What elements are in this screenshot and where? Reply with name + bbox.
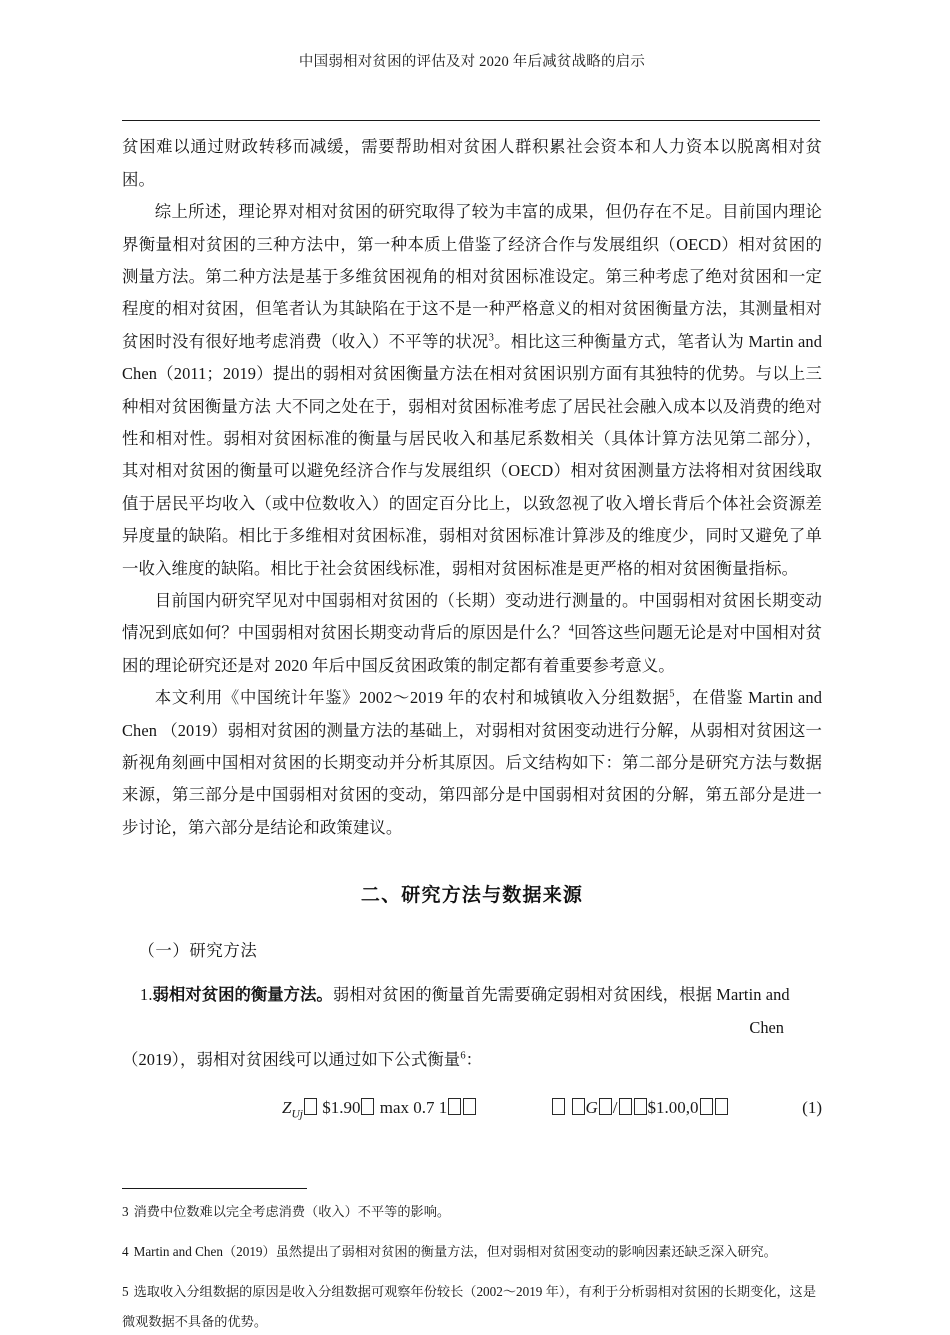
missing-glyph-box xyxy=(715,1098,728,1115)
footnote-ref-3: 3 xyxy=(488,332,494,344)
footnote-ref-6: 6 xyxy=(460,1050,466,1062)
item-number: 1. xyxy=(140,985,153,1005)
footnote-ref-5: 5 xyxy=(669,688,675,700)
paragraph-paper-structure xyxy=(122,682,822,844)
item-bold-lead: 弱相对贫困的衡量方法。 xyxy=(152,985,333,1005)
missing-glyph-box xyxy=(599,1098,612,1115)
formula-intro-part-a: （2019），弱相对贫困线可以通过如下公式衡量 xyxy=(122,1050,461,1070)
missing-glyph-box xyxy=(700,1098,713,1115)
footnote-separator-rule xyxy=(122,1188,307,1189)
equation-segment-1: $1.90 xyxy=(317,1098,361,1118)
equation-1 xyxy=(122,1098,822,1132)
equation-number: (1) xyxy=(802,1098,822,1118)
paragraph-summary-part-a: 综上所述，理论界对相对贫困的研究取得了较为丰富的成果，但仍存在不足。目前国内理论界衡量相对贫困的三种方法中，第一种本质上借鉴了经济合作与发展组织（OECD）相对贫困的测量方法。第二种方法是基于多维贫困视角的相对贫困标准设定。第三种考虑了绝对贫困和一定程度的相对贫困，但笔者认为其缺陷在于这不是一种严格意义的相对贫困衡量方法，其测量相对贫困时没有很好地考虑消费（收入）不平等的状况 xyxy=(122,202,822,351)
footnote-5-number: 5 xyxy=(122,1284,129,1300)
paragraph-research-gap-part-b: 回答这些问题无论是对中国相对贫困的理论研究还是对 2020 年后中国反贫困政策的制定都有着重要参考意义。 xyxy=(122,623,823,675)
missing-glyph-box xyxy=(448,1098,461,1115)
missing-glyph-box xyxy=(304,1098,317,1115)
footnote-3-number: 3 xyxy=(122,1204,129,1220)
footnote-3 xyxy=(122,1199,822,1225)
equation-segment-3: / xyxy=(612,1098,618,1118)
footnote-4-number: 4 xyxy=(122,1244,129,1260)
equation-lhs-subscript: Uj xyxy=(291,1108,303,1121)
missing-glyph-box xyxy=(572,1098,585,1115)
footnote-3-text: 消费中位数难以完全考虑消费（收入）不平等的影响。 xyxy=(133,1204,451,1220)
missing-glyph-box xyxy=(463,1098,476,1115)
paragraph-paper-structure-part-a: 本文利用《中国统计年鉴》2002～2019 年的农村和城镇收入分组数据 xyxy=(154,688,670,708)
equation-body xyxy=(282,1098,729,1121)
missing-glyph-box xyxy=(361,1098,374,1115)
paragraph-research-gap xyxy=(122,585,822,682)
equation-segment-2: max 0.7 1 xyxy=(375,1098,448,1118)
equation-lhs-variable: Z xyxy=(282,1098,292,1118)
paragraph-summary-part-b: 。相比这三种衡量方式，笔者认为 Martin and Chen（2011；2019）提出的弱相对贫困衡量方法在相对贫困识别方面有其独特的优势。与以上三种相对贫困衡量方法 大不同之处在于，弱相对贫困标准考虑了居民社会融入成本以及消费的绝对性和相对性。弱相对贫困标准的衡量与居民收入和基尼系数相关（具体计算方法见第二部分），其对相对贫困的衡量可以避免经济合作与发展组织（OECD）相对贫困测量方法将相对贫困线取值于居民平均收入（或中位数收入）的固定百分比上，以致忽视了收入增长背后个体社会资源差异度量的缺陷。相比于多维相对贫困标准，弱相对贫困标准计算涉及的维度少，同时又避免了单一收入维度的缺陷。相比于社会贫困线标准，弱相对贫困标准是更严格的相对贫困衡量指标。 xyxy=(122,331,822,578)
missing-glyph-box xyxy=(634,1098,647,1115)
footnote-5-continuation: 微观数据不具备的优势。 xyxy=(122,1314,268,1330)
footnote-4-text: Martin and Chen（2019）虽然提出了弱相对贫困的衡量方法，但对弱相对贫困变动的影响因素还缺乏深入研究。 xyxy=(133,1244,777,1260)
item-overflow-line: Chen xyxy=(749,1017,784,1037)
footnote-5-text: 选取收入分组数据的原因是收入分组数据可观察年份较长（2002～2019 年），有利于分析弱相对贫困的长期变化，这是 xyxy=(133,1284,817,1300)
paragraph-summary xyxy=(122,196,822,585)
paragraph-research-gap-part-a: 目前国内研究罕见对中国弱相对贫困的（长期）变动进行测量的。中国弱相对贫困长期变动情况到底如何？中国弱相对贫困长期变动背后的原因是什么？ xyxy=(122,590,822,643)
equation-segment-4: $1.00,0 xyxy=(647,1098,699,1118)
paragraph-continuation: 贫困难以通过财政转移而减缓，需要帮助相对贫困人群积累社会资本和人力资本以脱离相对贫困。 xyxy=(122,137,822,189)
page-content xyxy=(122,0,822,1335)
formula-intro-line xyxy=(122,1044,822,1076)
missing-glyph-box xyxy=(552,1098,565,1115)
section-heading: 二、研究方法与数据来源 xyxy=(360,884,584,907)
equation-gini-variable: G xyxy=(585,1098,598,1118)
footnote-5 xyxy=(122,1279,822,1305)
formula-intro-part-b: ： xyxy=(465,1050,483,1070)
running-head: 中国弱相对贫困的评估及对 2020 年后减贫战略的启示 xyxy=(298,54,646,70)
footnote-ref-4: 4 xyxy=(568,623,574,635)
item-rest-text: 弱相对贫困的衡量首先需要确定弱相对贫困线，根据 Martin and xyxy=(332,985,790,1005)
missing-glyph-box xyxy=(619,1098,632,1115)
header-rule xyxy=(122,120,820,121)
numbered-item-measurement-method xyxy=(122,979,822,1011)
footnote-4 xyxy=(122,1239,822,1265)
subsection-heading: （一）研究方法 xyxy=(138,941,258,961)
paragraph-paper-structure-part-b: ，在借鉴 Martin and Chen （2019）弱相对贫困的测量方法的基础上，对弱相对贫困变动进行分解，从弱相对贫困这一新视角刻画中国相对贫困的长期变动并分析其原因。后文结构如下：第二部分是研究方法与数据来源，第三部分是中国弱相对贫困的变动，第四部分是中国弱相对贫困的分解，第五部分是进一步讨论，第六部分是结论和政策建议。 xyxy=(122,688,822,837)
